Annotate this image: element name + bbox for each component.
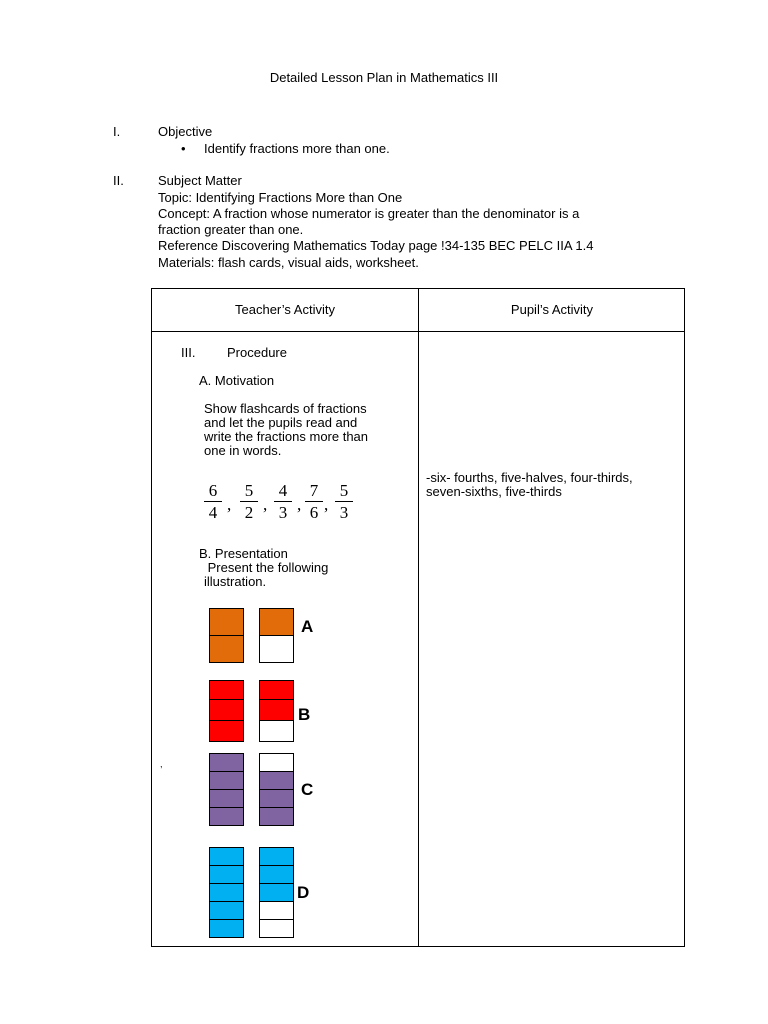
fraction-cell-shaded: [259, 865, 294, 884]
fraction-cell-shaded: [259, 699, 294, 721]
section-heading: Subject Matter: [158, 173, 242, 188]
fraction-cell-empty: [259, 720, 294, 742]
fraction-cell-shaded: [209, 807, 244, 826]
motivation-text-line: write the fractions more than: [204, 429, 369, 444]
fraction-cell-empty: [259, 635, 294, 663]
fraction-cell-shaded: [209, 753, 244, 772]
reference-line: Reference Discovering Mathematics Today page !34-135 BEC PELC IIA 1.4: [158, 238, 594, 253]
activity-table: [151, 288, 685, 947]
fraction-separator: ,: [324, 495, 329, 514]
procedure-number: III.: [181, 345, 196, 360]
motivation-heading: A. Motivation: [199, 373, 275, 388]
fraction-separator: ,: [263, 495, 268, 514]
section-number: I.: [113, 124, 121, 139]
motivation-text-line: and let the pupils read and: [204, 415, 358, 430]
pupil-answer-line: -six- fourths, five-halves, four-thirds,: [426, 470, 633, 485]
fraction-cell-shaded: [209, 720, 244, 742]
presentation-text-line: illustration.: [204, 574, 267, 589]
fraction-cell-shaded: [259, 608, 294, 636]
pupil-answer-line: seven-sixths, five-thirds: [426, 484, 562, 499]
fraction: 4 3: [272, 481, 294, 522]
fraction: 5 3: [333, 481, 355, 522]
fraction-cell-shaded: [209, 789, 244, 808]
bullet-dot: •: [181, 141, 186, 156]
section-heading: Objective: [158, 124, 213, 139]
fraction-cell-shaded: [209, 771, 244, 790]
illustration-label: D: [297, 883, 310, 902]
fraction: 6 4: [202, 481, 224, 522]
fraction-cell-shaded: [209, 608, 244, 636]
fraction-cell-empty: [259, 901, 294, 920]
teacher-activity-header: Teacher’s Activity: [235, 302, 335, 317]
fraction-cell-shaded: [209, 865, 244, 884]
fraction-cell-shaded: [259, 807, 294, 826]
fraction-cell-shaded: [209, 883, 244, 902]
header-divider: [152, 331, 684, 332]
illustration-label: A: [301, 617, 314, 636]
fraction-cell-empty: [259, 753, 294, 772]
materials-line: Materials: flash cards, visual aids, worksheet.: [158, 255, 419, 270]
presentation-text-line: Present the following: [204, 560, 329, 575]
presentation-heading: B. Presentation: [199, 546, 288, 561]
fraction-cell-shaded: [209, 699, 244, 721]
pupil-activity-header: Pupil’s Activity: [510, 302, 594, 317]
illustration-label: C: [301, 780, 314, 799]
fraction-cell-shaded: [259, 789, 294, 808]
concept-line: fraction greater than one.: [158, 222, 304, 237]
fraction-cell-empty: [259, 919, 294, 938]
fraction-cell-shaded: [209, 635, 244, 663]
illustration-label: B: [298, 705, 311, 724]
fraction-cell-shaded: [209, 680, 244, 700]
stray-mark: ,: [160, 759, 163, 769]
fraction-separator: ,: [297, 495, 302, 514]
procedure-heading: Procedure: [227, 345, 287, 360]
page-title: Detailed Lesson Plan in Mathematics III: [269, 70, 499, 85]
fraction: 5 2: [238, 481, 260, 522]
motivation-text-line: one in words.: [204, 443, 282, 458]
fraction-cell-shaded: [259, 847, 294, 866]
motivation-text-line: Show flashcards of fractions: [204, 401, 367, 416]
fraction-separator: ,: [227, 495, 232, 514]
section-number: II.: [113, 173, 124, 188]
column-divider: [418, 289, 419, 946]
fraction-cell-shaded: [209, 919, 244, 938]
fraction-cell-shaded: [259, 771, 294, 790]
fraction-cell-shaded: [209, 901, 244, 920]
fraction: 7 6: [303, 481, 325, 522]
concept-line: Concept: A fraction whose numerator is greater than the denominator is a: [158, 206, 580, 221]
objective-bullet: Identify fractions more than one.: [204, 141, 390, 156]
topic-line: Topic: Identifying Fractions More than One: [158, 190, 403, 205]
fraction-cell-shaded: [259, 680, 294, 700]
fraction-cell-shaded: [259, 883, 294, 902]
fraction-cell-shaded: [209, 847, 244, 866]
